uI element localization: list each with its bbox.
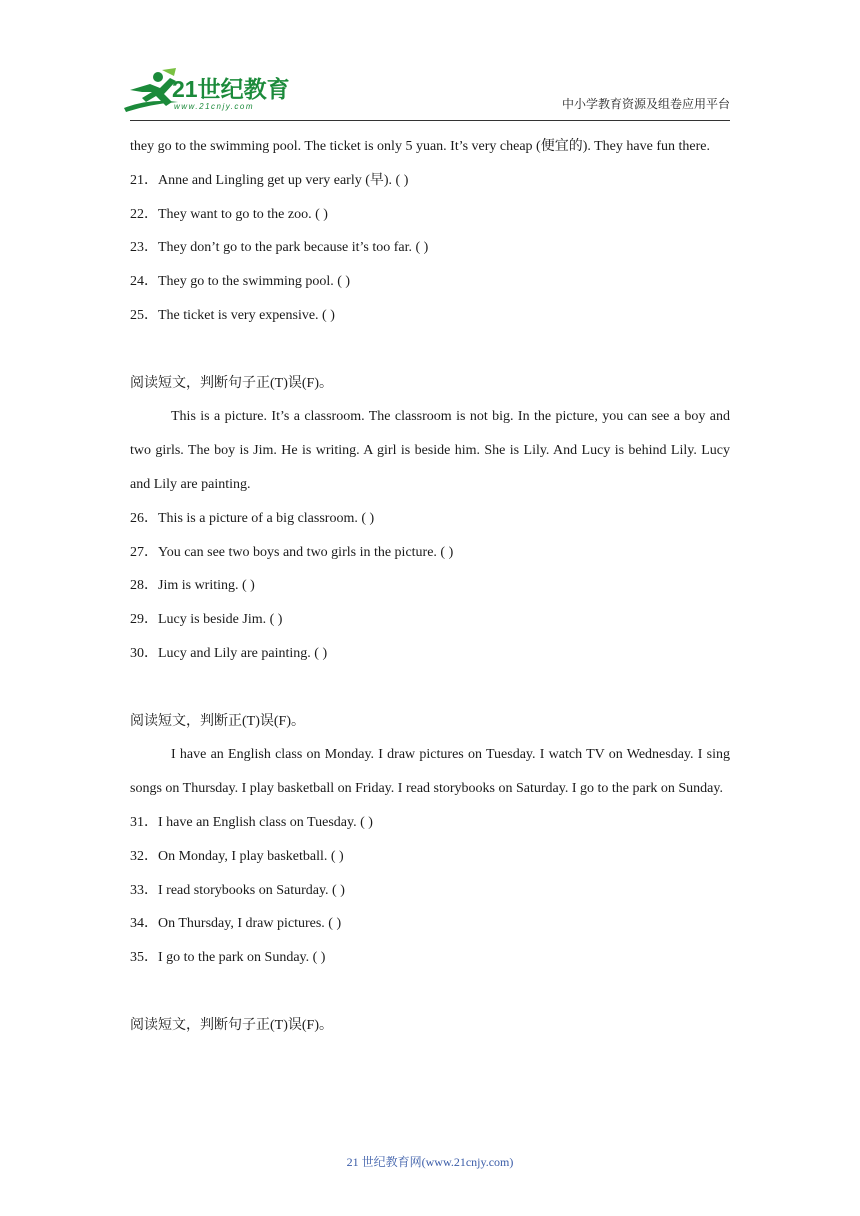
- section-instruction: 阅读短文，判断句子正(T)误(F)。: [130, 1017, 333, 1033]
- question-number: 21: [130, 172, 144, 188]
- question-text: On Thursday, I draw pictures. ( ): [158, 916, 342, 932]
- question-text: I have an English class on Tuesday. ( ): [158, 814, 373, 830]
- question-text: You can see two boys and two girls in the picture. ( ): [158, 544, 454, 560]
- question-number: 22: [130, 206, 144, 222]
- question-number: 26: [130, 510, 144, 526]
- question-text: They want to go to the zoo. ( ): [158, 206, 328, 222]
- question-29: 29．Lucy is beside Jim. ( ): [130, 612, 283, 628]
- document-body: [130, 130, 730, 1043]
- question-text: I go to the park on Sunday. ( ): [158, 950, 326, 966]
- question-35: 35．I go to the park on Sunday. ( ): [130, 950, 326, 966]
- question-25: 25．The ticket is very expensive. ( ): [130, 307, 335, 323]
- reading-passage: I have an English class on Monday. I draw pictures on Tuesday. I watch TV on Wednesday. I sing songs on Thursday. I play basketball on Friday. I read storybooks on Saturday. I go to the park on Sunday.: [130, 747, 730, 797]
- section-instruction: 阅读短文，判断句子正(T)误(F)。: [130, 375, 333, 391]
- page-header: [0, 0, 860, 125]
- question-number: 31: [130, 814, 144, 830]
- question-24: 24．They go to the swimming pool. ( ): [130, 274, 351, 290]
- question-31: 31．I have an English class on Tuesday. ( ): [130, 814, 373, 830]
- question-text: Lucy and Lily are painting. ( ): [158, 645, 328, 661]
- question-number: 28: [130, 578, 144, 594]
- question-text: They don’t go to the park because it’s too far. ( ): [158, 240, 429, 256]
- question-number: 24: [130, 274, 144, 290]
- question-23: 23．They don’t go to the park because it’s too far. ( ): [130, 240, 429, 256]
- question-28: 28．Jim is writing. ( ): [130, 578, 255, 594]
- question-text: The ticket is very expensive. ( ): [158, 307, 335, 323]
- page-footer: 21 世纪教育网(www.21cnjy.com): [346, 1155, 514, 1169]
- question-number: 29: [130, 612, 144, 628]
- question-text: This is a picture of a big classroom. ( ): [158, 510, 375, 526]
- platform-name: 中小学教育资源及组卷应用平台: [561, 97, 730, 111]
- question-27: 27．You can see two boys and two girls in the picture. ( ): [130, 544, 454, 560]
- question-number: 30: [130, 645, 144, 661]
- passage-continuation: they go to the swimming pool. The ticket is only 5 yuan. It’s very cheap (便宜的). They have fun there.: [130, 139, 710, 154]
- question-number: 27: [130, 544, 144, 560]
- question-34: 34．On Thursday, I draw pictures. ( ): [130, 916, 342, 932]
- section-instruction: 阅读短文，判断正(T)误(F)。: [130, 713, 305, 729]
- question-22: 22．They want to go to the zoo. ( ): [130, 206, 328, 222]
- question-number: 35: [130, 950, 144, 966]
- reading-passage: This is a picture. It’s a classroom. The classroom is not big. In the picture, you can see a boy and two girls. The boy is Jim. He is writing. A girl is beside him. She is Lily. And Lucy is behind Lily. Lucy and Lily are painting.: [130, 409, 730, 492]
- question-text: Lucy is beside Jim. ( ): [158, 612, 283, 628]
- question-text: Anne and Lingling get up very early (早). ( ): [158, 172, 409, 188]
- question-30: 30．Lucy and Lily are painting. ( ): [130, 645, 328, 661]
- logo-wordmark: 21世纪教育: [172, 76, 290, 102]
- header-divider: [130, 120, 730, 121]
- question-number: 25: [130, 307, 144, 323]
- question-33: 33．I read storybooks on Saturday. ( ): [130, 882, 345, 898]
- question-number: 23: [130, 240, 144, 256]
- question-32: 32．On Monday, I play basketball. ( ): [130, 848, 344, 864]
- question-21: 21．Anne and Lingling get up very early (早). ( ): [130, 172, 409, 188]
- question-number: 33: [130, 882, 144, 898]
- question-number: 34: [130, 916, 144, 932]
- question-text: On Monday, I play basketball. ( ): [158, 848, 344, 864]
- question-text: They go to the swimming pool. ( ): [158, 274, 351, 290]
- question-text: Jim is writing. ( ): [158, 578, 255, 594]
- question-26: 26．This is a picture of a big classroom. ( ): [130, 510, 375, 526]
- logo-url: www.21cnjy.com: [174, 102, 254, 111]
- question-number: 32: [130, 848, 144, 864]
- question-text: I read storybooks on Saturday. ( ): [158, 882, 345, 898]
